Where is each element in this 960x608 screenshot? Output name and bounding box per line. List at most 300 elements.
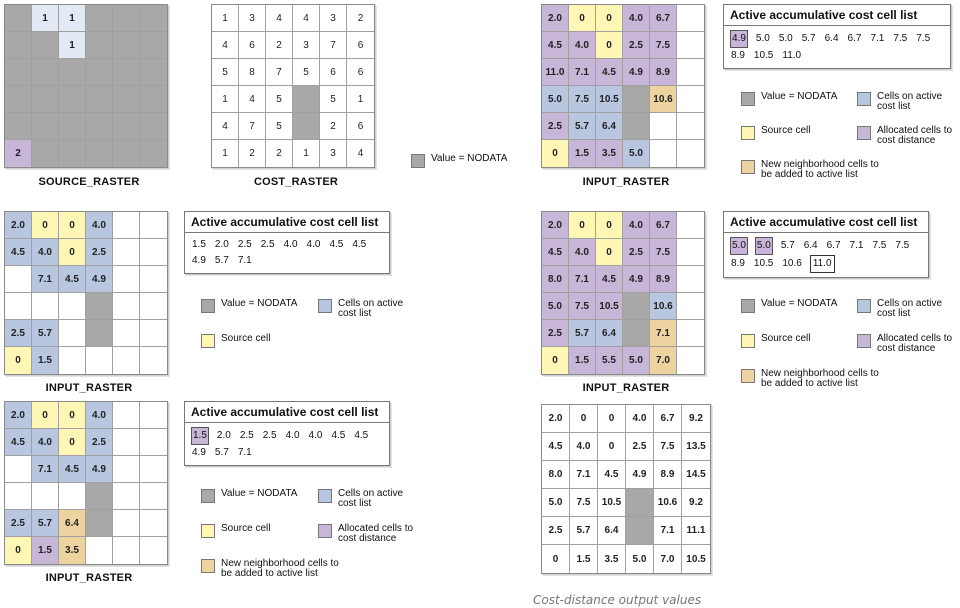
raster-cell: 4.0 xyxy=(32,429,59,456)
raster-cell: 4.9 xyxy=(623,59,650,86)
raster-cell: 10.5 xyxy=(596,293,623,320)
raster-cell: 2.5 xyxy=(5,320,32,347)
raster-cell xyxy=(5,266,32,293)
raster-cell: 4.5 xyxy=(542,239,569,266)
cost-list-value: 4.9 xyxy=(730,30,748,48)
raster-cell: 4.0 xyxy=(623,5,650,32)
cost-list-value: 5.7 xyxy=(780,240,795,251)
input-raster-caption-mid-left: INPUT_RASTER xyxy=(45,382,133,394)
raster-cell: 11.1 xyxy=(682,517,710,545)
legend-source: Source cell xyxy=(201,334,270,348)
raster-cell: 2.5 xyxy=(542,517,570,545)
raster-cell xyxy=(677,5,704,32)
raster-cell: 3 xyxy=(320,5,347,32)
raster-cell: 2.5 xyxy=(623,239,650,266)
cost-list-value: 6.4 xyxy=(824,33,839,44)
raster-cell: 10.5 xyxy=(682,545,710,573)
legend-active: Cells on active cost list xyxy=(318,489,403,509)
raster-cell: 9.2 xyxy=(682,489,710,517)
raster-cell: 0 xyxy=(32,402,59,429)
raster-cell: 2.5 xyxy=(626,433,654,461)
raster-cell: 10.6 xyxy=(650,86,677,113)
active-cost-list-title: Active accumulative cost cell list xyxy=(185,212,389,233)
raster-cell xyxy=(293,86,320,113)
output-raster-grid xyxy=(541,404,711,574)
cost-list-value: 8.9 xyxy=(731,50,745,61)
raster-cell: 9.2 xyxy=(682,405,710,433)
raster-cell xyxy=(59,483,86,510)
input-raster-bottom-left xyxy=(4,401,168,565)
raster-cell xyxy=(32,86,59,113)
raster-cell xyxy=(140,239,167,266)
raster-cell: 2.5 xyxy=(86,429,113,456)
raster-cell: 7.5 xyxy=(569,86,596,113)
cost-list-value: 5.0 xyxy=(755,33,770,44)
raster-cell: 4.0 xyxy=(86,402,113,429)
legend-source: Source cell xyxy=(741,334,810,348)
cost-list-value: 10.5 xyxy=(753,50,774,61)
nodata-swatch xyxy=(201,299,215,313)
input-raster-top-right xyxy=(541,4,705,168)
raster-cell: 2.5 xyxy=(623,32,650,59)
raster-cell xyxy=(140,510,167,537)
legend-neighbor: New neighborhood cells to be added to active list xyxy=(741,369,879,389)
raster-cell xyxy=(626,489,654,517)
raster-cell: 4.0 xyxy=(570,433,598,461)
raster-cell: 0 xyxy=(59,429,86,456)
legend-allocated: Allocated cells to cost distance xyxy=(857,126,952,146)
raster-cell: 10.5 xyxy=(596,86,623,113)
active-cost-list-values xyxy=(724,26,950,68)
raster-cell: 4.9 xyxy=(86,266,113,293)
cost-list-value: 4.0 xyxy=(285,430,300,441)
source-swatch xyxy=(201,334,215,348)
cost-list-value: 2.5 xyxy=(237,239,252,250)
cost-list-value: 7.5 xyxy=(872,240,887,251)
raster-cell: 0 xyxy=(5,347,32,374)
cost-list-value: 5.7 xyxy=(801,33,816,44)
raster-cell: 2 xyxy=(239,140,266,167)
raster-cell: 8.9 xyxy=(650,266,677,293)
raster-cell xyxy=(140,537,167,564)
legend-active: Cells on active cost list xyxy=(857,92,942,112)
cost-list-value: 5.7 xyxy=(214,447,229,458)
raster-cell xyxy=(32,32,59,59)
raster-cell: 5 xyxy=(266,86,293,113)
raster-cell: 3.5 xyxy=(59,537,86,564)
raster-cell xyxy=(113,239,140,266)
raster-cell: 3.5 xyxy=(598,545,626,573)
raster-cell xyxy=(59,347,86,374)
raster-cell: 11.0 xyxy=(542,59,569,86)
raster-cell: 4.0 xyxy=(569,239,596,266)
source-swatch xyxy=(741,126,755,140)
raster-cell xyxy=(113,59,140,86)
raster-cell xyxy=(140,59,167,86)
raster-cell: 6 xyxy=(320,59,347,86)
cost-list-value: 7.1 xyxy=(237,255,252,266)
active-cost-list-title: Active accumulative cost cell list xyxy=(724,5,950,26)
raster-cell xyxy=(677,59,704,86)
cost-list-value: 10.6 xyxy=(782,258,802,269)
raster-cell: 4.5 xyxy=(596,59,623,86)
raster-cell: 5.0 xyxy=(542,489,570,517)
legend-source: Source cell xyxy=(201,524,270,538)
raster-cell: 2.5 xyxy=(542,113,569,140)
legend-neighbor: New neighborhood cells to be added to active list xyxy=(741,160,879,180)
raster-cell xyxy=(140,347,167,374)
raster-cell xyxy=(623,113,650,140)
raster-cell xyxy=(293,113,320,140)
legend-source: Source cell xyxy=(741,126,810,140)
raster-cell xyxy=(140,212,167,239)
raster-cell: 7.5 xyxy=(570,489,598,517)
raster-cell xyxy=(113,456,140,483)
raster-cell: 5.0 xyxy=(623,140,650,167)
cost-list-value: 6.4 xyxy=(803,240,818,251)
raster-cell xyxy=(86,483,113,510)
cost-list-value: 5.0 xyxy=(755,237,773,255)
legend-allocated: Allocated cells to cost distance xyxy=(857,334,952,354)
raster-cell: 6.4 xyxy=(598,517,626,545)
raster-cell xyxy=(677,86,704,113)
raster-cell: 4 xyxy=(212,32,239,59)
raster-cell: 2.5 xyxy=(5,510,32,537)
cost-list-value: 5.0 xyxy=(778,33,793,44)
raster-cell xyxy=(113,140,140,167)
cost-list-value: 1.5 xyxy=(191,427,209,445)
raster-cell: 1 xyxy=(212,86,239,113)
raster-cell: 1.5 xyxy=(569,347,596,374)
input-raster-mid-left xyxy=(4,211,168,375)
raster-cell: 13.5 xyxy=(682,433,710,461)
output-caption: Cost-distance output values xyxy=(533,593,702,607)
cost-list-value: 7.1 xyxy=(849,240,864,251)
nodata-swatch xyxy=(741,92,755,106)
raster-cell xyxy=(5,483,32,510)
raster-cell xyxy=(113,5,140,32)
raster-cell: 7 xyxy=(320,32,347,59)
raster-cell xyxy=(113,266,140,293)
raster-cell: 1 xyxy=(347,86,374,113)
raster-cell: 2.0 xyxy=(542,405,570,433)
raster-cell: 1 xyxy=(212,140,239,167)
raster-cell: 0 xyxy=(5,537,32,564)
raster-cell: 10.6 xyxy=(650,293,677,320)
raster-cell xyxy=(677,347,704,374)
raster-cell xyxy=(5,293,32,320)
cost-list-value: 7.5 xyxy=(916,33,931,44)
cost-raster-grid xyxy=(211,4,375,168)
cost-list-value: 7.5 xyxy=(895,240,910,251)
raster-cell: 0 xyxy=(59,402,86,429)
raster-cell xyxy=(5,113,32,140)
raster-cell: 7.0 xyxy=(654,545,682,573)
raster-cell: 1.5 xyxy=(569,140,596,167)
raster-cell xyxy=(5,32,32,59)
raster-cell: 5.0 xyxy=(542,293,569,320)
raster-cell: 3 xyxy=(293,32,320,59)
raster-cell: 7.1 xyxy=(650,320,677,347)
legend-allocated: Allocated cells to cost distance xyxy=(318,524,413,544)
allocated-swatch xyxy=(857,334,871,348)
raster-cell: 7.5 xyxy=(569,293,596,320)
raster-cell xyxy=(113,510,140,537)
source-raster-grid xyxy=(4,4,168,168)
raster-cell xyxy=(113,320,140,347)
neighbor-swatch xyxy=(741,160,755,174)
legend-nodata: Value = NODATA xyxy=(201,299,297,313)
raster-cell: 0 xyxy=(542,140,569,167)
raster-cell xyxy=(86,320,113,347)
cost-list-value: 10.5 xyxy=(753,258,774,269)
raster-cell xyxy=(59,293,86,320)
allocated-swatch xyxy=(857,126,871,140)
raster-cell xyxy=(5,5,32,32)
raster-cell: 0 xyxy=(596,32,623,59)
raster-cell xyxy=(113,86,140,113)
raster-cell: 4.5 xyxy=(598,461,626,489)
cost-list-value: 4.9 xyxy=(192,255,206,266)
raster-cell: 7.1 xyxy=(654,517,682,545)
raster-cell: 5 xyxy=(266,113,293,140)
raster-cell xyxy=(140,320,167,347)
raster-cell xyxy=(86,347,113,374)
cost-list-value: 7.1 xyxy=(237,447,252,458)
legend-nodata-mid: Value = NODATA xyxy=(411,154,507,168)
allocated-swatch xyxy=(318,524,332,538)
raster-cell: 4.5 xyxy=(59,456,86,483)
raster-cell xyxy=(677,113,704,140)
cost-list-value: 4.0 xyxy=(283,239,298,250)
raster-cell: 5.0 xyxy=(623,347,650,374)
raster-cell xyxy=(113,402,140,429)
raster-cell: 6.4 xyxy=(596,113,623,140)
legend-active: Cells on active cost list xyxy=(857,299,942,319)
raster-cell: 0 xyxy=(32,212,59,239)
raster-cell xyxy=(623,86,650,113)
raster-cell: 2 xyxy=(266,32,293,59)
raster-cell: 7.1 xyxy=(569,59,596,86)
raster-cell xyxy=(677,32,704,59)
cost-list-value: 4.5 xyxy=(352,239,367,250)
raster-cell: 4.9 xyxy=(626,461,654,489)
raster-cell: 7.0 xyxy=(650,347,677,374)
cost-list-value: 2.5 xyxy=(239,430,254,441)
raster-cell xyxy=(86,86,113,113)
raster-cell xyxy=(113,212,140,239)
raster-cell: 4.5 xyxy=(542,32,569,59)
cost-list-value: 2.5 xyxy=(260,239,275,250)
raster-cell xyxy=(140,113,167,140)
raster-cell: 7.1 xyxy=(32,266,59,293)
raster-cell: 0 xyxy=(59,212,86,239)
cost-list-value: 7.5 xyxy=(893,33,908,44)
raster-cell: 6 xyxy=(347,113,374,140)
raster-cell xyxy=(32,140,59,167)
raster-cell: 0 xyxy=(596,239,623,266)
cost-list-value: 1.5 xyxy=(192,239,206,250)
raster-cell: 7.5 xyxy=(650,32,677,59)
cost-list-value: 8.9 xyxy=(731,258,745,269)
nodata-swatch xyxy=(201,489,215,503)
raster-cell xyxy=(113,429,140,456)
raster-cell: 6.4 xyxy=(596,320,623,347)
raster-cell: 5.7 xyxy=(32,320,59,347)
raster-cell: 7.5 xyxy=(654,433,682,461)
cost-list-value: 2.0 xyxy=(216,430,231,441)
raster-cell xyxy=(86,293,113,320)
legend-nodata: Value = NODATA xyxy=(201,489,297,503)
active-cost-list-values xyxy=(724,233,928,277)
raster-cell: 7.5 xyxy=(650,239,677,266)
raster-cell xyxy=(623,320,650,347)
source-swatch xyxy=(201,524,215,538)
input-raster-caption-bottom-left: INPUT_RASTER xyxy=(45,572,133,584)
legend-nodata: Value = NODATA xyxy=(741,299,837,313)
raster-cell: 4.0 xyxy=(626,405,654,433)
raster-cell xyxy=(86,5,113,32)
raster-cell xyxy=(140,32,167,59)
raster-cell: 6.7 xyxy=(654,405,682,433)
raster-cell: 0 xyxy=(569,212,596,239)
cost-list-value: 6.7 xyxy=(847,33,862,44)
raster-cell xyxy=(140,402,167,429)
raster-cell xyxy=(626,517,654,545)
raster-cell: 4.0 xyxy=(86,212,113,239)
legend-neighbor: New neighborhood cells to be added to active list xyxy=(201,559,339,579)
raster-cell xyxy=(86,510,113,537)
cost-list-value: 5.7 xyxy=(214,255,229,266)
raster-cell xyxy=(59,113,86,140)
raster-cell: 1 xyxy=(59,32,86,59)
raster-cell: 0 xyxy=(596,212,623,239)
raster-cell: 1.5 xyxy=(32,347,59,374)
active-cost-list-mid-left xyxy=(184,211,390,274)
cost-raster-caption: COST_RASTER xyxy=(253,176,339,188)
raster-cell: 8 xyxy=(239,59,266,86)
active-cost-list-top-right xyxy=(723,4,951,69)
raster-cell: 6.7 xyxy=(650,5,677,32)
raster-cell: 2.0 xyxy=(5,212,32,239)
raster-cell: 7.1 xyxy=(32,456,59,483)
raster-cell: 0 xyxy=(542,347,569,374)
raster-cell: 4.9 xyxy=(623,266,650,293)
raster-cell xyxy=(677,293,704,320)
raster-cell xyxy=(5,59,32,86)
raster-cell: 0 xyxy=(542,545,570,573)
raster-cell: 2.5 xyxy=(542,320,569,347)
raster-cell xyxy=(677,266,704,293)
raster-cell: 3 xyxy=(320,140,347,167)
active-cost-list-bottom-left xyxy=(184,401,390,466)
raster-cell: 1 xyxy=(32,5,59,32)
source-raster-caption: SOURCE_RASTER xyxy=(38,176,140,188)
active-swatch xyxy=(857,92,871,106)
raster-cell xyxy=(86,32,113,59)
active-cost-list-values xyxy=(185,233,389,273)
active-cost-list-title: Active accumulative cost cell list xyxy=(724,212,928,233)
raster-cell xyxy=(140,86,167,113)
raster-cell xyxy=(86,140,113,167)
cost-list-value: 4.0 xyxy=(308,430,323,441)
cost-list-value: 4.5 xyxy=(329,239,344,250)
raster-cell xyxy=(140,5,167,32)
raster-cell xyxy=(140,456,167,483)
raster-cell: 0 xyxy=(598,433,626,461)
raster-cell xyxy=(59,140,86,167)
neighbor-swatch xyxy=(741,369,755,383)
raster-cell xyxy=(32,293,59,320)
input-raster-mid-right xyxy=(541,211,705,375)
active-cost-list-mid-right xyxy=(723,211,929,278)
raster-cell: 4.5 xyxy=(5,429,32,456)
raster-cell: 1.5 xyxy=(570,545,598,573)
cost-list-value: 7.1 xyxy=(870,33,885,44)
active-cost-list-title: Active accumulative cost cell list xyxy=(185,402,389,423)
raster-cell: 4 xyxy=(293,5,320,32)
active-swatch xyxy=(857,299,871,313)
raster-cell: 4 xyxy=(347,140,374,167)
raster-cell xyxy=(140,429,167,456)
source-swatch xyxy=(741,334,755,348)
raster-cell: 3.5 xyxy=(596,140,623,167)
active-swatch xyxy=(318,299,332,313)
raster-cell xyxy=(677,320,704,347)
raster-cell xyxy=(86,59,113,86)
raster-cell: 0 xyxy=(598,405,626,433)
raster-cell: 4.9 xyxy=(86,456,113,483)
raster-cell: 5.0 xyxy=(542,86,569,113)
raster-cell: 4.5 xyxy=(542,433,570,461)
raster-cell: 4.0 xyxy=(569,32,596,59)
input-raster-caption-top-right: INPUT_RASTER xyxy=(582,176,670,188)
raster-cell: 4 xyxy=(266,5,293,32)
raster-cell: 2.0 xyxy=(542,5,569,32)
raster-cell xyxy=(32,113,59,140)
input-raster-caption-mid-right: INPUT_RASTER xyxy=(582,382,670,394)
neighbor-swatch xyxy=(201,559,215,573)
raster-cell: 8.0 xyxy=(542,266,569,293)
raster-cell: 7 xyxy=(239,113,266,140)
raster-cell xyxy=(59,86,86,113)
raster-cell: 1 xyxy=(212,5,239,32)
raster-cell: 5 xyxy=(212,59,239,86)
raster-cell: 8.9 xyxy=(650,59,677,86)
raster-cell: 4.5 xyxy=(59,266,86,293)
raster-cell: 1 xyxy=(293,140,320,167)
raster-cell: 2 xyxy=(266,140,293,167)
raster-cell xyxy=(5,456,32,483)
raster-cell: 6.7 xyxy=(650,212,677,239)
raster-cell: 2.0 xyxy=(542,212,569,239)
raster-cell: 2 xyxy=(5,140,32,167)
raster-cell xyxy=(140,140,167,167)
raster-cell xyxy=(113,32,140,59)
cost-list-value: 4.0 xyxy=(306,239,321,250)
raster-cell: 4.5 xyxy=(596,266,623,293)
cost-list-value: 2.0 xyxy=(214,239,229,250)
raster-cell: 8.0 xyxy=(542,461,570,489)
raster-cell: 0 xyxy=(59,239,86,266)
raster-cell xyxy=(623,293,650,320)
raster-cell xyxy=(650,140,677,167)
raster-cell xyxy=(86,113,113,140)
nodata-swatch xyxy=(741,299,755,313)
raster-cell: 6 xyxy=(347,59,374,86)
raster-cell: 4.0 xyxy=(32,239,59,266)
raster-cell xyxy=(140,293,167,320)
